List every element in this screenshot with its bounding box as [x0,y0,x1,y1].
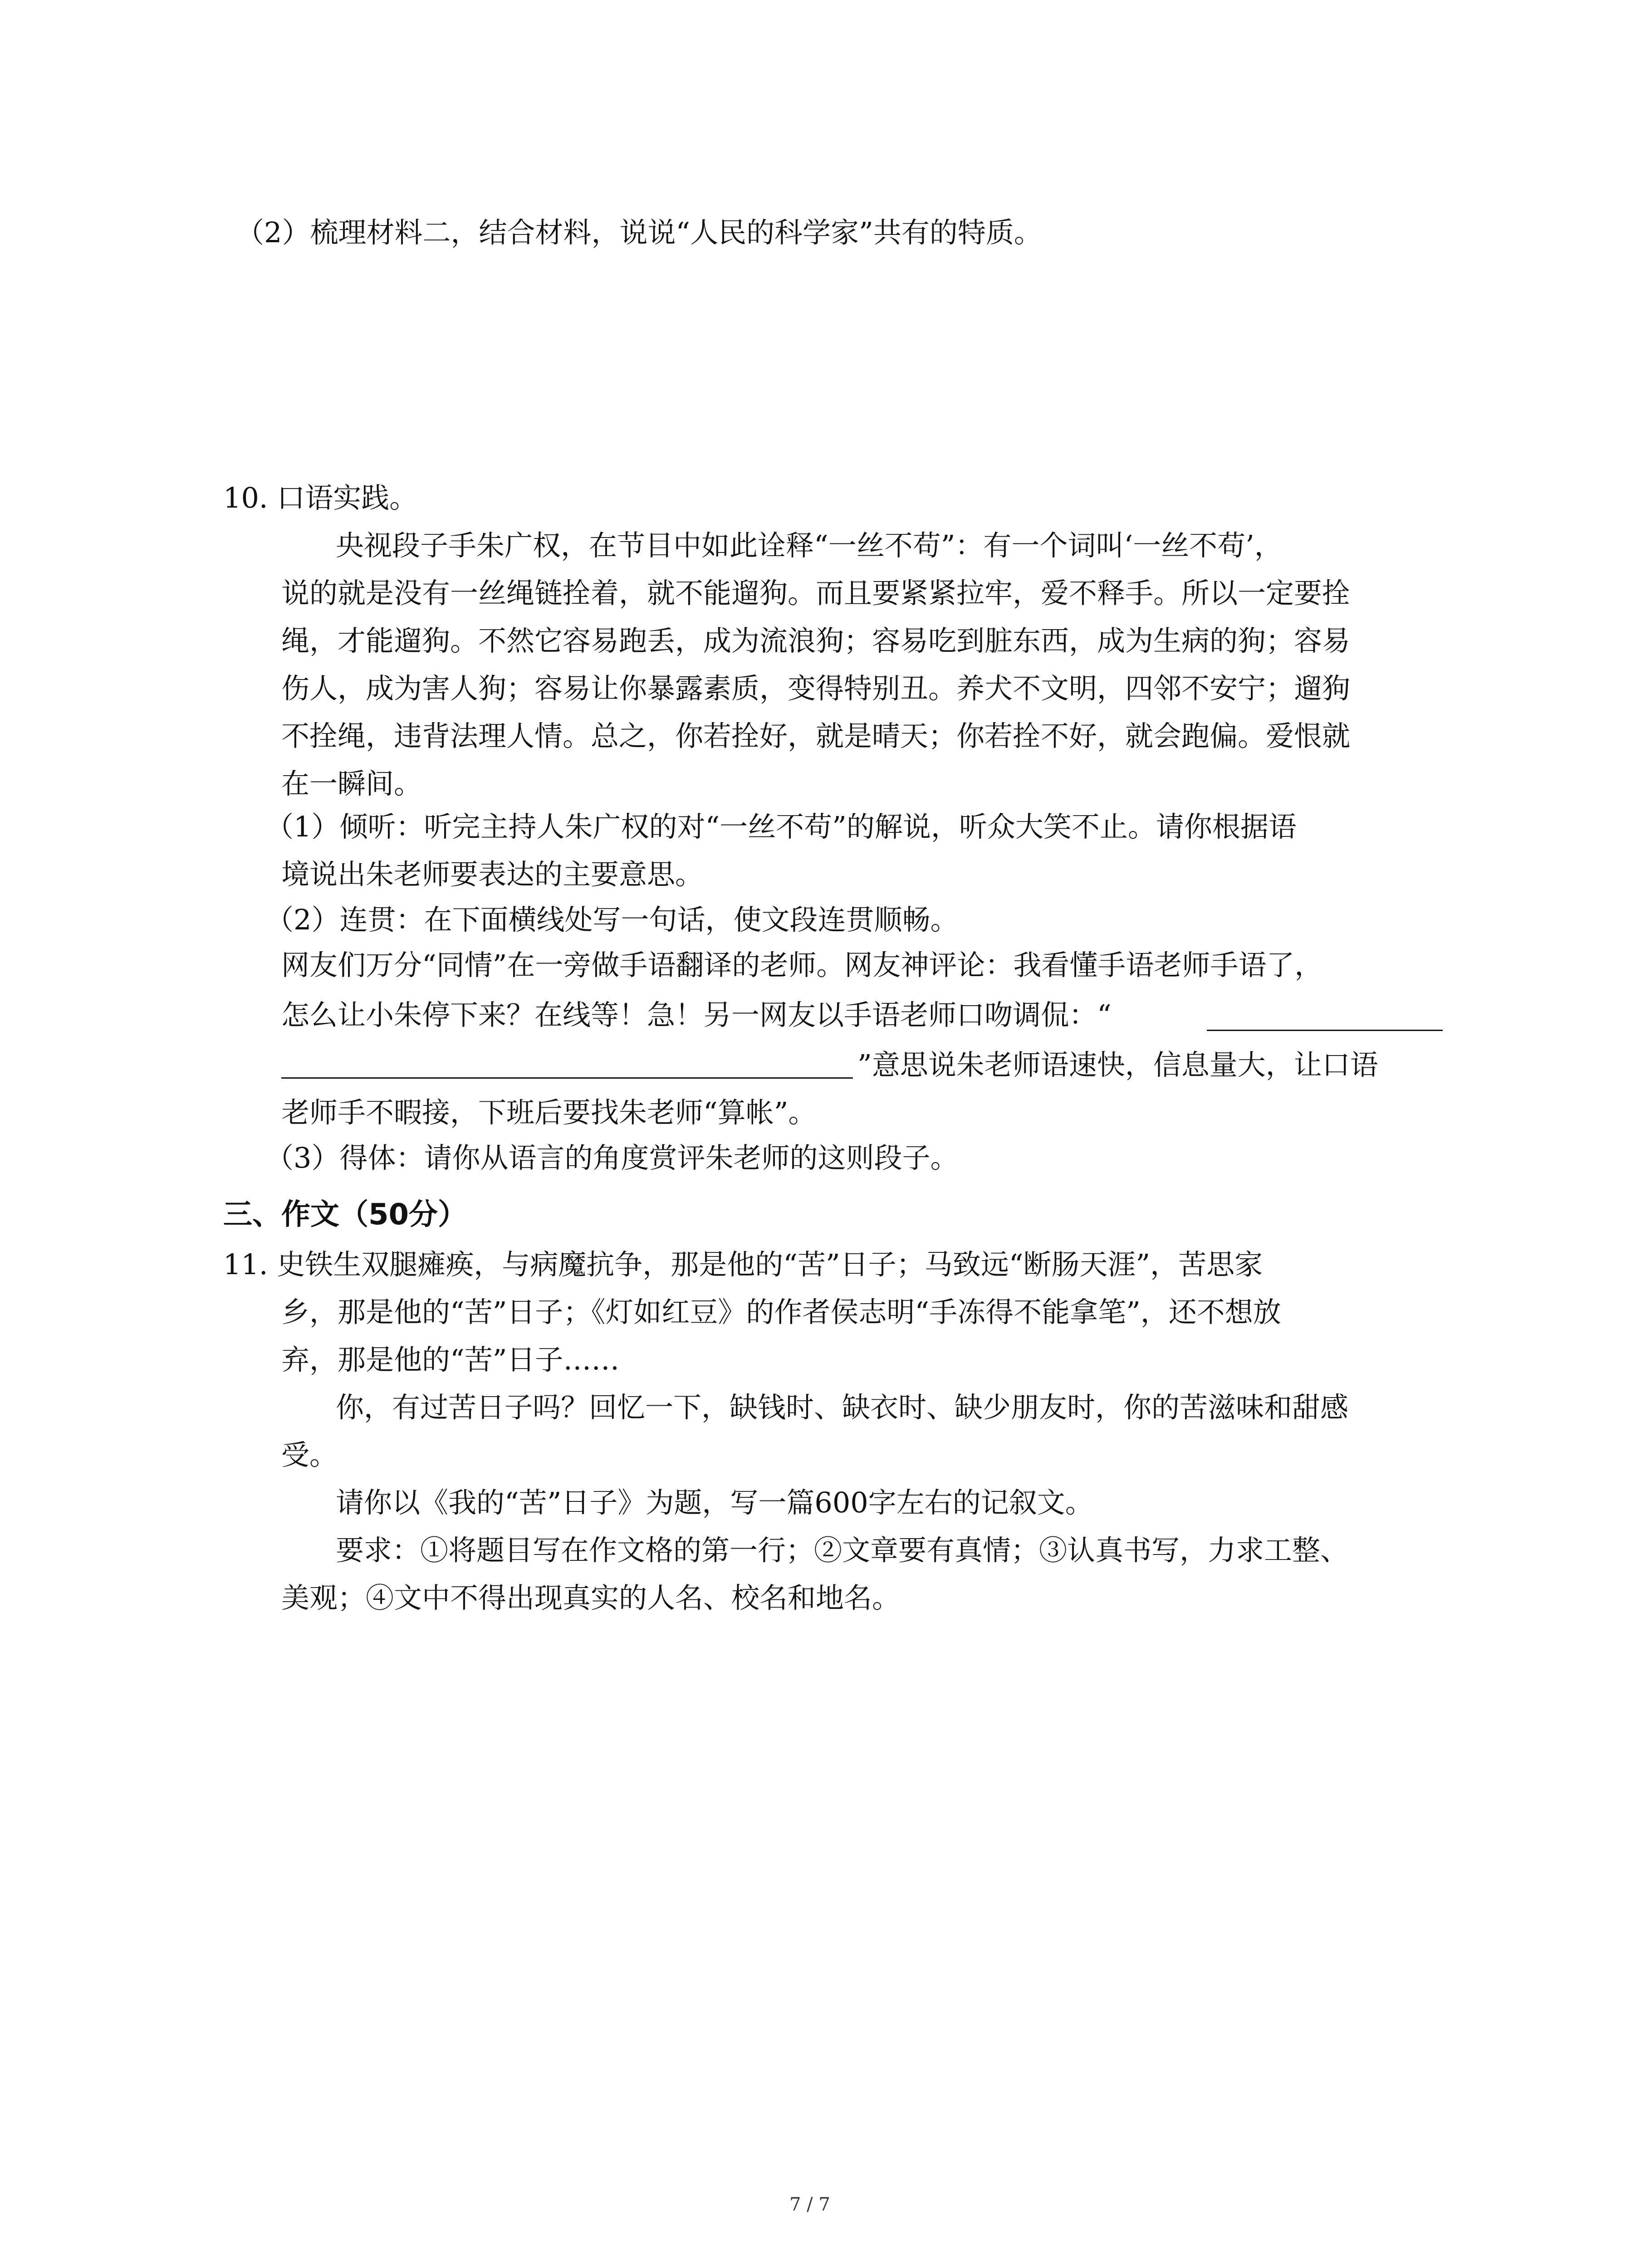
q9-sub2: （2）梳理材料二，结合材料，说说“人民的科学家”共有的特质。 [236,216,1042,249]
q10-passage-line-2: 说的就是没有一丝绳链拴着，就不能遛狗。而且要紧紧拉牢，爱不释手。所以一定要拴 [281,577,1351,610]
q10-passage-line-5: 不拴绳，违背法理人情。总之，你若拴好，就是晴天；你若拴不好，就会跑偏。爱恨就 [281,719,1351,753]
q10-sub2-text-line-3: ”意思说朱老师语速快，信息量大，让口语 [857,1048,1378,1081]
q10-sub2-title: （2）连贯：在下面横线处写一句话，使文段连贯顺畅。 [265,903,959,936]
q10-passage-line-1: 央视段子手朱广权，在节目中如此诠释“一丝不苟”：有一个词叫‘一丝不苟’， [336,529,1283,562]
q11-line-7: 要求：①将题目写在作文格的第一行；②文章要有真情；③认真书写，力求工整、 [336,1534,1349,1567]
section-heading: 三、作文（50分） [223,1198,467,1232]
q10-sub1-line-1: （1）倾听：听完主持人朱广权的对“一丝不苟”的解说，听众大笑不止。请你根据语 [265,810,1297,843]
q10-sub3: （3）得体：请你从语言的角度赏评朱老师的这则段子。 [265,1141,959,1174]
q11-line-2: 乡，那是他的“苦”日子；《灯如红豆》的作者侯志明“手冻得不能拿笔”，还不想放 [281,1295,1281,1329]
q11-line-5: 受。 [281,1438,338,1471]
q10-sub1-line-2: 境说出朱老师要表达的主要意思。 [281,858,704,891]
q11-line-8: 美观；④文中不得出现真实的人名、校名和地名。 [281,1581,901,1614]
q10-passage-line-4: 伤人，成为害人狗；容易让你暴露素质，变得特别丑。养犬不文明，四邻不安宁；遛狗 [281,672,1351,705]
q10-passage-line-6: 在一瞬间。 [281,767,422,800]
q11-line-6: 请你以《我的“苦”日子》为题，写一篇600字左右的记叙文。 [336,1486,1093,1519]
q10-sub2-text-line-2: 怎么让小朱停下来？在线等！急！另一网友以手语老师口吻调侃：“ [281,998,1112,1031]
page-number: 7 / 7 [789,2194,830,2215]
q10-sub2-text-line-1: 网友们万分“同情”在一旁做手语翻译的老师。网友神评论：我看懂手语老师手语了， [281,948,1323,982]
q11-line-4: 你，有过苦日子吗？回忆一下，缺钱时、缺衣时、缺少朋友时，你的苦滋味和甜感 [336,1391,1349,1424]
answer-blank-line-2[interactable] [281,1077,853,1079]
q10-title: 10. 口语实践。 [223,481,418,514]
q10-passage-line-3: 绳，才能遛狗。不然它容易跑丢，成为流浪狗；容易吃到脏东西，成为生病的狗；容易 [281,624,1351,657]
answer-blank-line-1[interactable] [1207,1030,1443,1031]
q11-line-3: 弃，那是他的“苦”日子…… [281,1343,620,1376]
q11-line-1: 11. 史铁生双腿瘫痪，与病魔抗争，那是他的“苦”日子；马致远“断肠天涯”，苦思家 [223,1248,1263,1281]
q10-sub2-text-line-4: 老师手不暇接，下班后要找朱老师“算帐”。 [281,1096,817,1129]
